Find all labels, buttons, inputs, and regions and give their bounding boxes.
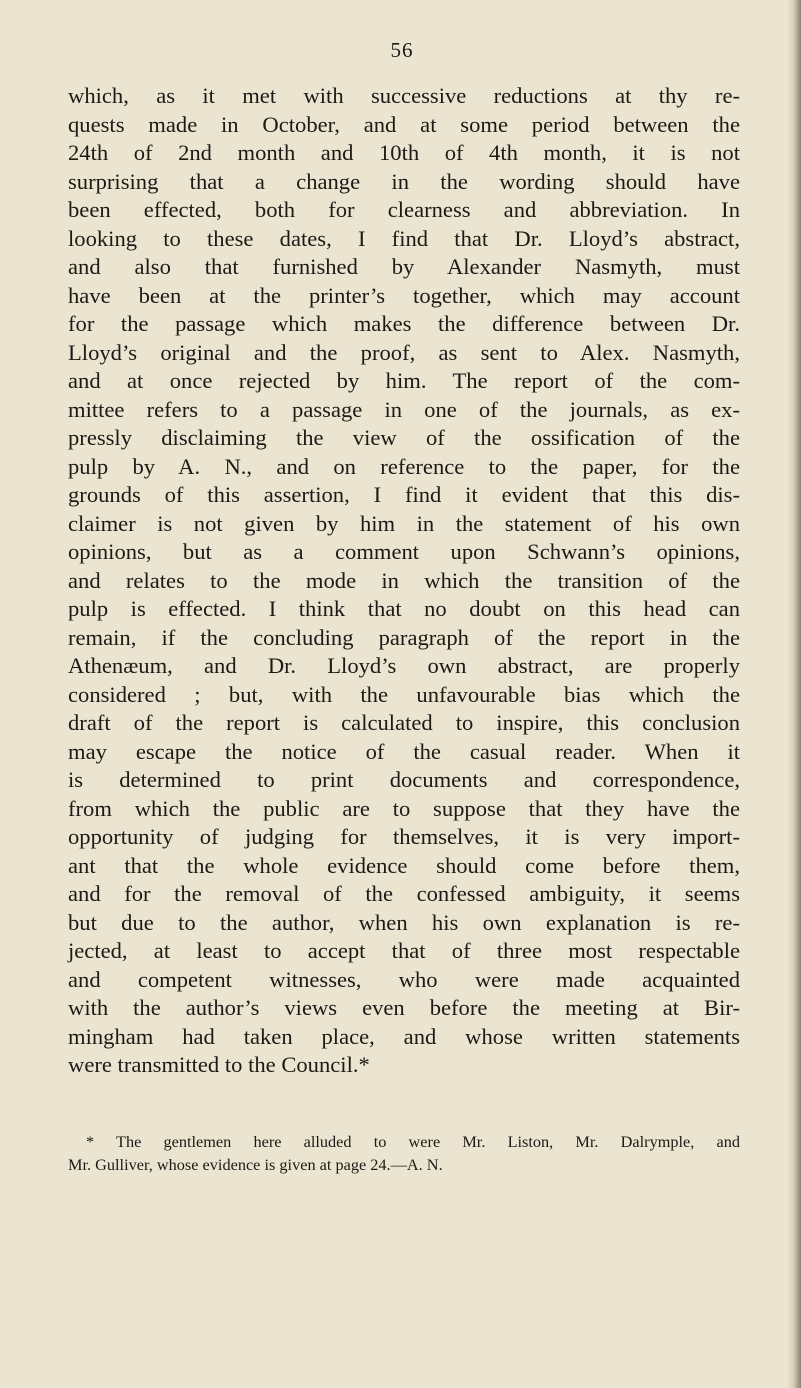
text-line: opportunity of judging for themselves, it is very import- (68, 824, 740, 849)
text-line: pressly disclaiming the view of the ossification of the (68, 425, 740, 450)
text-line: were transmitted to the Council.* (68, 1052, 370, 1077)
text-line: pulp is effected. I think that no doubt on this head can (68, 596, 740, 621)
text-line: and relates to the mode in which the transition of the (68, 567, 740, 593)
text-line: mingham had taken place, and whose written statements (68, 1023, 740, 1049)
footnote-line: * The gentlemen here alluded to were Mr. Liston, Mr. Dalrymple, and (86, 1132, 740, 1151)
text-line: claimer is not given by him in the statement of his own (68, 510, 740, 536)
page-number: 56 (390, 38, 414, 62)
text-line: looking to these dates, I find that Dr. Lloyd’s abstract, (68, 225, 740, 251)
body-text (68, 82, 740, 1080)
text-line: and also that furnished by Alexander Nasmyth, must (68, 254, 740, 279)
text-line: for the passage which makes the difference between Dr. (68, 311, 740, 336)
text-line: pulp by A. N., and on reference to the paper, for the (68, 453, 740, 479)
text-line: been effected, both for clearness and abbreviation. In (68, 197, 740, 222)
text-line: grounds of this assertion, I find it evident that this dis- (68, 482, 740, 507)
text-line: draft of the report is calculated to inspire, this conclusion (68, 710, 740, 735)
text-line: opinions, but as a comment upon Schwann’s opinions, (68, 539, 740, 564)
text-line: Lloyd’s original and the proof, as sent to Alex. Nasmyth, (68, 339, 740, 365)
text-line: with the author’s views even before the meeting at Bir- (68, 995, 740, 1020)
text-line: but due to the author, when his own explanation is re- (68, 909, 740, 935)
text-line: considered ; but, with the unfavourable bias which the (68, 681, 740, 707)
page-edge-shadow (787, 0, 801, 1388)
text-line: 24th of 2nd month and 10th of 4th month, it is not (68, 140, 740, 165)
text-line: may escape the notice of the casual reader. When it (68, 738, 740, 764)
footnote (68, 1130, 740, 1176)
text-line: surprising that a change in the wording should have (68, 168, 740, 194)
text-line: and for the removal of the confessed ambiguity, it seems (68, 881, 740, 906)
text-line: remain, if the concluding paragraph of the report in the (68, 624, 740, 650)
text-line: have been at the printer’s together, which may account (68, 282, 740, 308)
text-line: ant that the whole evidence should come before them, (68, 852, 740, 878)
text-line: and competent witnesses, who were made acquainted (68, 966, 740, 992)
text-line: and at once rejected by him. The report of the com- (68, 368, 740, 393)
text-line: which, as it met with successive reductions at thy re- (68, 83, 740, 108)
text-line: from which the public are to suppose that they have the (68, 795, 740, 821)
text-line: mittee refers to a passage in one of the journals, as ex- (68, 396, 740, 422)
text-line: is determined to print documents and correspondence, (68, 767, 740, 792)
text-line: jected, at least to accept that of three most respectable (68, 938, 740, 963)
text-line: Athenæum, and Dr. Lloyd’s own abstract, are properly (68, 653, 740, 678)
text-line: quests made in October, and at some period between the (68, 111, 740, 137)
footnote-line: Mr. Gulliver, whose evidence is given at page 24.—A. N. (68, 1155, 443, 1174)
